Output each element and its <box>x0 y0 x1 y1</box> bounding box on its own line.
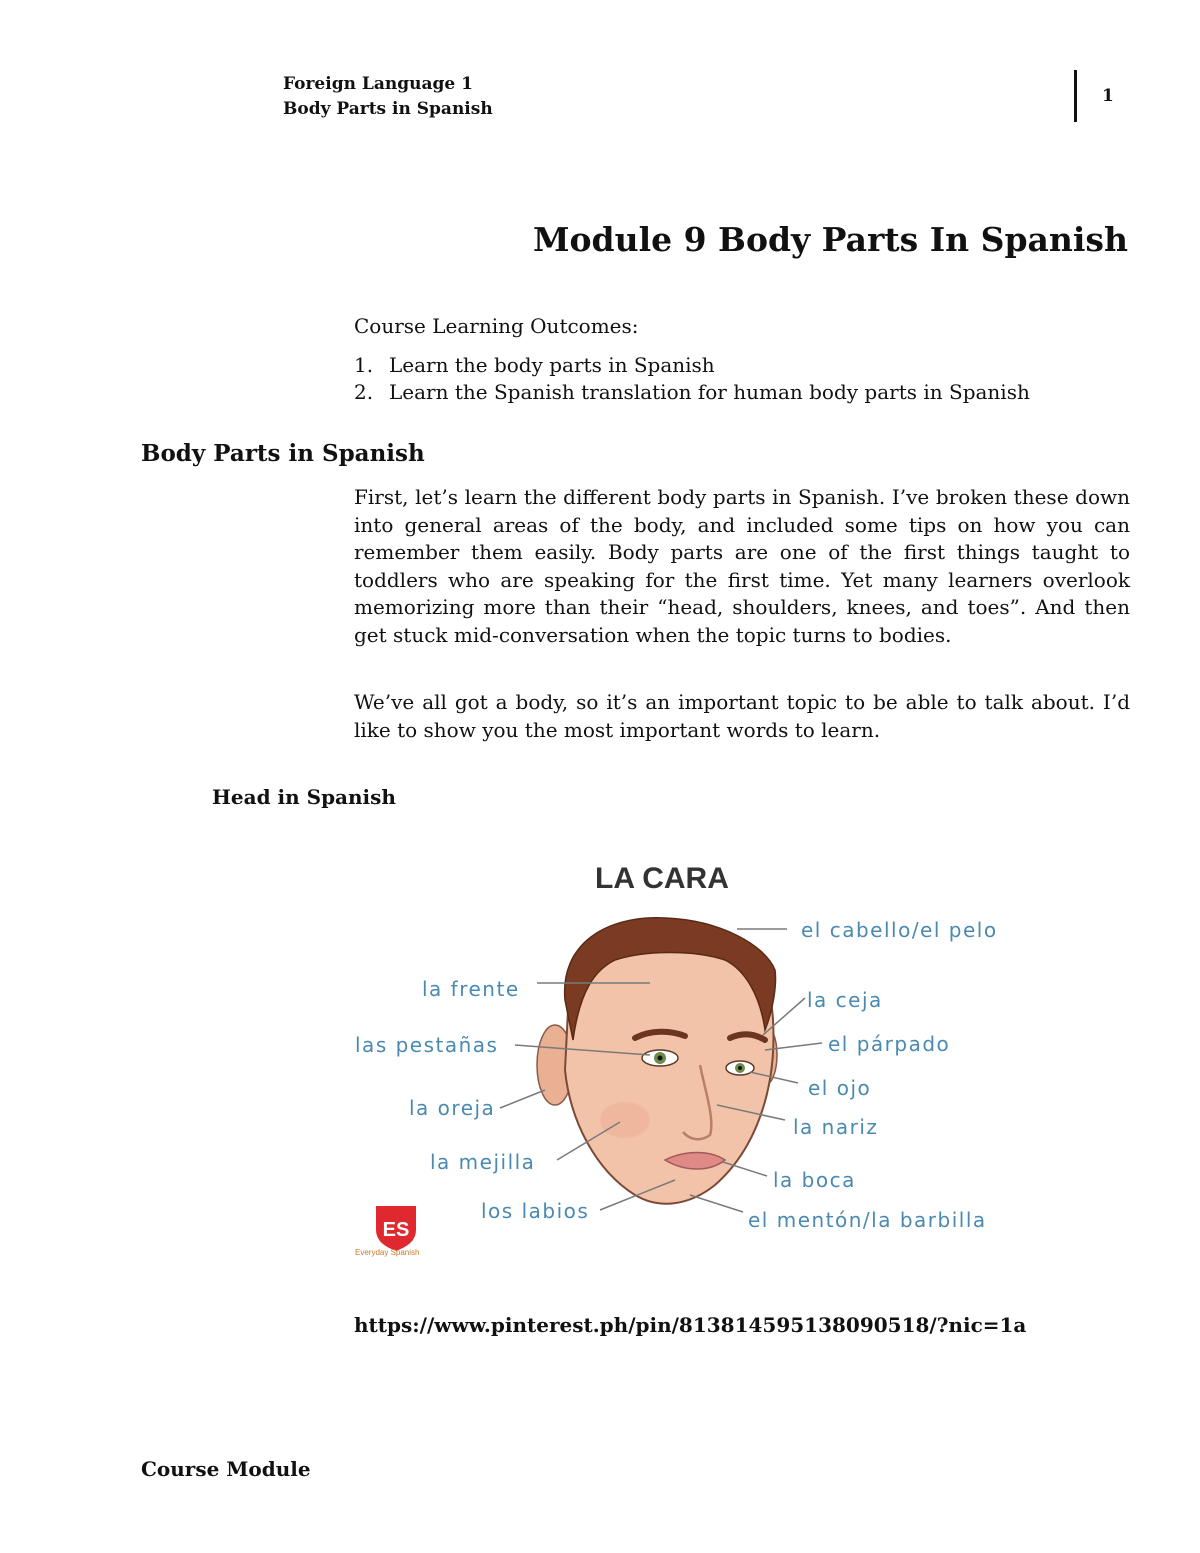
list-number: 1. <box>354 353 374 377</box>
header-divider <box>1074 70 1077 122</box>
everyday-spanish-logo <box>355 1205 419 1257</box>
running-header <box>283 72 493 122</box>
logo-mark: ES <box>382 1219 410 1241</box>
outcomes-list <box>354 352 1030 406</box>
label-nose: la nariz <box>793 1115 879 1139</box>
header-course: Foreign Language 1 <box>283 74 473 94</box>
page-title: Module 9 Body Parts In Spanish <box>532 220 1128 259</box>
list-text: Learn the Spanish translation for human body parts in Spanish <box>389 380 1030 404</box>
face-illustration <box>537 918 777 1204</box>
section-heading: Body Parts in Spanish <box>141 440 425 467</box>
label-eye: el ojo <box>808 1076 872 1100</box>
header-topic: Body Parts in Spanish <box>283 99 493 119</box>
outcomes-label: Course Learning Outcomes: <box>354 314 639 338</box>
label-cheek: la mejilla <box>430 1150 536 1174</box>
label-ear: la oreja <box>409 1096 496 1120</box>
label-lips: los labios <box>481 1199 590 1223</box>
list-item <box>354 352 1030 379</box>
second-paragraph: We’ve all got a body, so it’s an important topic to be able to talk about. I’d like to show you the most important words to learn. <box>354 690 1130 742</box>
label-eyebrow: la ceja <box>807 988 883 1012</box>
page-footer: Course Module <box>141 1457 311 1481</box>
label-hair: el cabello/el pelo <box>801 918 998 942</box>
subheading-head: Head in Spanish <box>212 785 396 809</box>
figure-title: LA CARA <box>595 862 729 895</box>
label-mouth: la boca <box>773 1168 856 1192</box>
label-chin: el mentón/la barbilla <box>748 1208 987 1232</box>
label-eyelid: el párpado <box>828 1032 951 1056</box>
list-text: Learn the body parts in Spanish <box>389 353 715 377</box>
label-eyelashes: las pestañas <box>355 1033 499 1057</box>
label-forehead: la frente <box>422 977 520 1001</box>
face-diagram <box>345 850 1025 1270</box>
list-number: 2. <box>354 380 374 404</box>
source-link[interactable]: https://www.pinterest.ph/pin/813814595138090518/?nic=1a <box>354 1313 1027 1337</box>
intro-paragraph: First, let’s learn the different body parts in Spanish. I’ve broken these down into general areas of the body, and included some tips on how you can remember them easily. Body parts are one of the first things taught to toddlers who are speaking for the first time. Yet many learners overlook memorizing more than their “head, shoulders, knees, and toes”. And then get stuck mid-conversation when the topic turns to bodies. <box>354 485 1130 647</box>
logo-caption: Everyday Spanish <box>355 1248 420 1257</box>
list-item <box>354 379 1030 406</box>
page-number: 1 <box>1102 86 1114 106</box>
